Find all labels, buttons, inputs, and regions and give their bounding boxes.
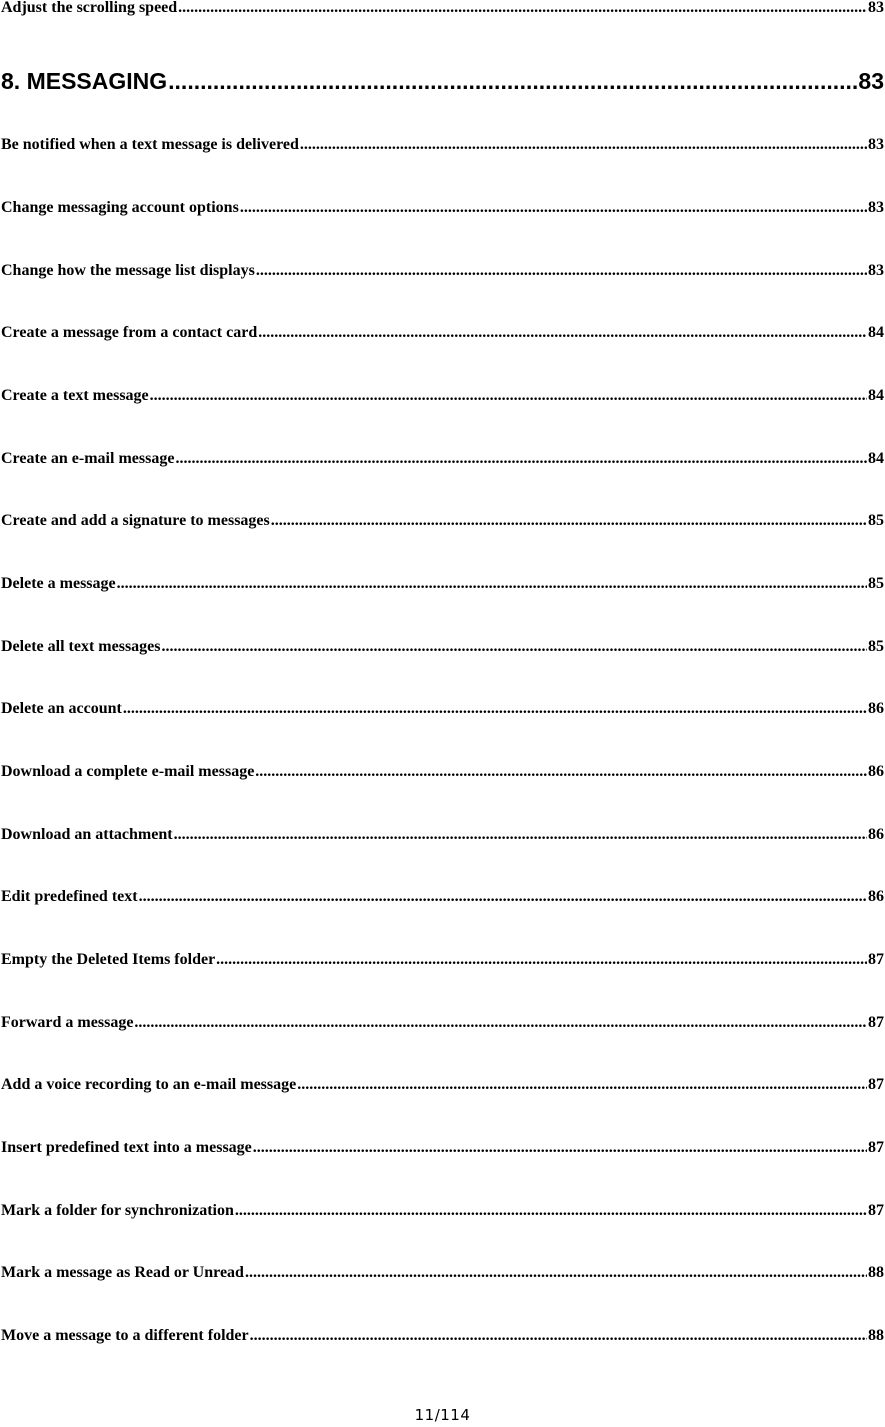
dot-leader (297, 1075, 867, 1095)
toc-entry-title: Change messaging account options (1, 199, 239, 216)
dot-leader (250, 1326, 867, 1346)
toc-entry-title: Create and add a signature to messages (1, 512, 270, 529)
toc-entry[interactable] (1, 762, 884, 782)
toc-entry-page: 83 (868, 136, 884, 153)
dot-leader (256, 261, 867, 281)
dot-leader (258, 323, 867, 343)
toc-chapter-heading[interactable] (1, 67, 884, 95)
toc-entry[interactable] (1, 887, 884, 907)
toc-entry-page: 86 (868, 888, 884, 905)
toc-entry-page: 87 (868, 1139, 884, 1156)
toc-entry[interactable] (1, 511, 884, 531)
toc-entry[interactable] (1, 0, 884, 18)
dot-leader (174, 825, 867, 845)
toc-entry[interactable] (1, 825, 884, 845)
toc-entry-title: Create a text message (1, 387, 149, 404)
toc-entry[interactable] (1, 386, 884, 406)
toc-entry-title: Adjust the scrolling speed (1, 0, 178, 16)
toc-entry[interactable] (1, 1013, 884, 1033)
toc-entry[interactable] (1, 637, 884, 657)
toc-entry[interactable] (1, 574, 884, 594)
toc-entry-title: Change how the message list displays (1, 262, 255, 279)
toc-entry-page: 87 (868, 1202, 884, 1219)
toc-entry-title: Create a message from a contact card (1, 324, 258, 341)
toc-chapter-title: 8. MESSAGING (1, 68, 168, 94)
toc-entry[interactable] (1, 1138, 884, 1158)
dot-leader (245, 1263, 867, 1283)
toc-entry-page: 85 (868, 575, 884, 592)
dot-leader (240, 198, 867, 218)
dot-leader (162, 637, 868, 657)
toc-entry-page: 86 (868, 700, 884, 717)
toc-entry[interactable] (1, 1326, 884, 1346)
toc-entry-title: Download an attachment (1, 826, 173, 843)
toc-entry-page: 83 (868, 262, 884, 279)
toc-entry-title: Move a message to a different folder (1, 1327, 249, 1344)
dot-leader (271, 511, 867, 531)
dot-leader (216, 950, 867, 970)
toc-entry-title: Be notified when a text message is delivered (1, 136, 299, 153)
toc-entry-page: 83 (868, 0, 884, 16)
dot-leader (175, 449, 867, 469)
toc-entry-title: Add a voice recording to an e-mail message (1, 1076, 297, 1093)
toc-entry-page: 87 (868, 951, 884, 968)
toc-entry-title: Edit predefined text (1, 888, 138, 905)
dot-leader (255, 762, 867, 782)
toc-entry-title: Mark a folder for synchronization (1, 1202, 234, 1219)
toc-entry-title: Forward a message (1, 1014, 134, 1031)
dot-leader (123, 699, 867, 719)
toc-entry-page: 83 (868, 199, 884, 216)
dot-leader (168, 67, 857, 95)
toc-entry-title: Delete all text messages (1, 638, 161, 655)
toc-chapter-page: 83 (858, 68, 884, 94)
toc-entry[interactable] (1, 261, 884, 281)
toc-entry[interactable] (1, 135, 884, 155)
toc-entry[interactable] (1, 323, 884, 343)
page-number-footer: 11/114 (414, 1406, 471, 1424)
toc-entry-page: 84 (868, 450, 884, 467)
toc-entry-title: Delete an account (1, 700, 122, 717)
toc-entry-title: Empty the Deleted Items folder (1, 951, 216, 968)
toc-entry-title: Create an e-mail message (1, 450, 175, 467)
toc-entry[interactable] (1, 1201, 884, 1221)
dot-leader (253, 1138, 867, 1158)
toc-entry-title: Mark a message as Read or Unread (1, 1264, 244, 1281)
toc-entry-page: 86 (868, 763, 884, 780)
dot-leader (300, 135, 867, 155)
toc-entry-page: 84 (868, 387, 884, 404)
toc-entry[interactable] (1, 449, 884, 469)
dot-leader (178, 0, 867, 18)
toc-entry[interactable] (1, 1263, 884, 1283)
dot-leader (117, 574, 867, 594)
toc-entry-page: 88 (868, 1327, 884, 1344)
toc-entry[interactable] (1, 1075, 884, 1095)
dot-leader (139, 887, 867, 907)
toc-entry-title: Insert predefined text into a message (1, 1139, 252, 1156)
toc-entry-page: 85 (868, 638, 884, 655)
toc-entry-title: Download a complete e-mail message (1, 763, 255, 780)
toc-entry[interactable] (1, 198, 884, 218)
toc-entry-page: 86 (868, 826, 884, 843)
toc-entry[interactable] (1, 950, 884, 970)
toc-entry-page: 88 (868, 1264, 884, 1281)
toc-entry-page: 85 (868, 512, 884, 529)
dot-leader (150, 386, 867, 406)
toc-entry-page: 84 (868, 324, 884, 341)
dot-leader (235, 1201, 867, 1221)
toc-entry-page: 87 (868, 1014, 884, 1031)
toc-entry[interactable] (1, 699, 884, 719)
toc-entry-page: 87 (868, 1076, 884, 1093)
dot-leader (134, 1013, 867, 1033)
toc-entry-title: Delete a message (1, 575, 116, 592)
